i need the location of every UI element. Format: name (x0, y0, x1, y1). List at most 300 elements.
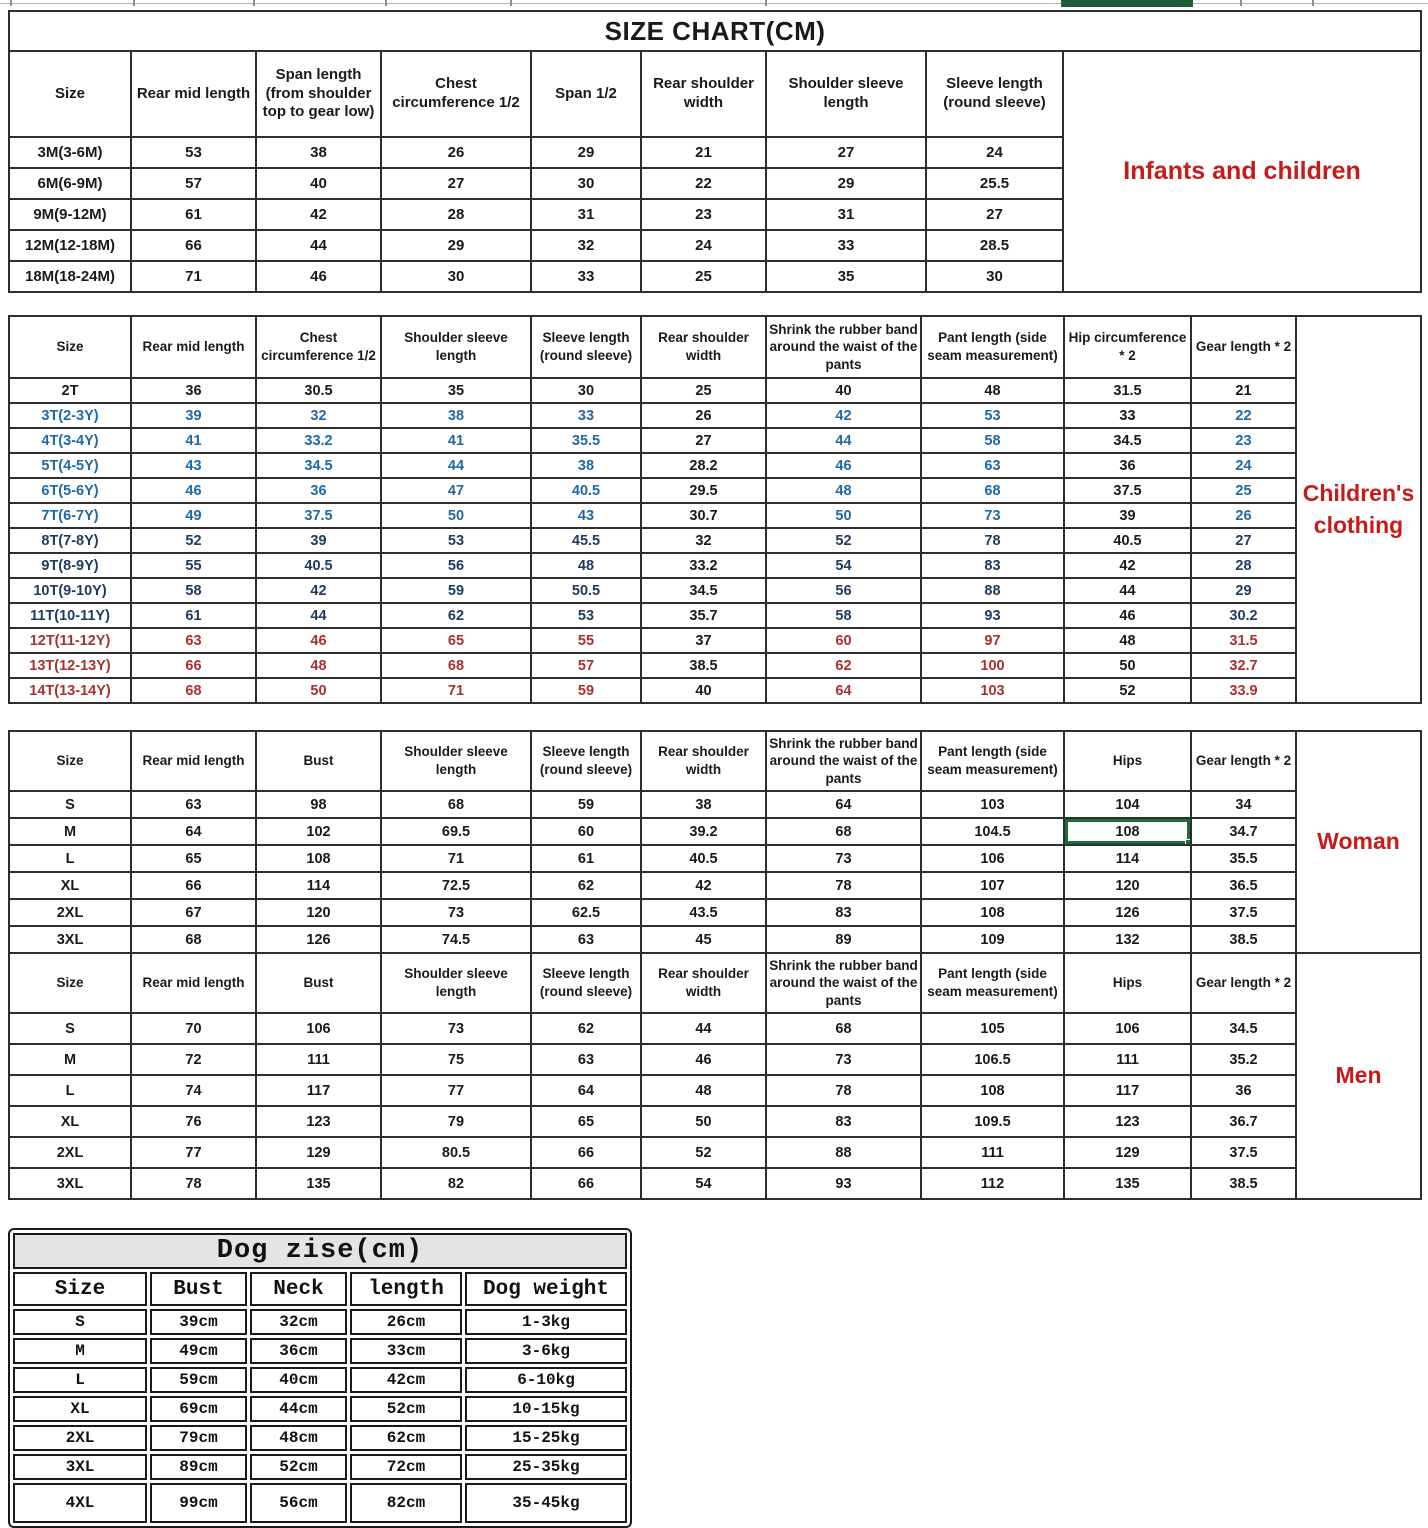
data-cell: 44 (256, 230, 381, 261)
data-cell: 114 (1064, 845, 1191, 872)
data-cell: 36 (1064, 453, 1191, 478)
data-cell: 29 (766, 168, 926, 199)
data-cell: 82cm (350, 1483, 462, 1523)
data-cell: 27 (766, 137, 926, 168)
table-row (9, 926, 1421, 953)
group-label: Infants and children (1063, 51, 1421, 292)
table-row (13, 1309, 627, 1335)
column-tick (765, 0, 767, 6)
header-row (9, 953, 1421, 1013)
table-row (9, 1137, 1421, 1168)
data-cell: 18M(18-24M) (9, 261, 131, 292)
column-tick (253, 0, 255, 6)
data-cell: 68 (921, 478, 1064, 503)
data-cell: 46 (131, 478, 256, 503)
data-cell: 52cm (350, 1396, 462, 1422)
adult-size-table (8, 730, 1422, 1200)
data-cell: 42cm (350, 1367, 462, 1393)
data-cell: 39cm (150, 1309, 247, 1335)
data-cell: 40.5 (256, 553, 381, 578)
data-cell: 117 (256, 1075, 381, 1106)
data-cell: 33 (766, 230, 926, 261)
data-cell: 39 (256, 528, 381, 553)
data-cell: 32 (256, 403, 381, 428)
data-cell: 30 (926, 261, 1063, 292)
data-cell: 106 (921, 845, 1064, 872)
size-chart-title: SIZE CHART(CM) (9, 11, 1421, 51)
data-cell: 6T(5-6Y) (9, 478, 131, 503)
data-cell: 48 (766, 478, 921, 503)
data-cell: 6M(6-9M) (9, 168, 131, 199)
data-cell: 4T(3-4Y) (9, 428, 131, 453)
data-cell: 52 (766, 528, 921, 553)
data-cell: 112 (921, 1168, 1064, 1199)
table-row (13, 1483, 627, 1523)
header-cell: length (350, 1272, 462, 1306)
data-cell: 53 (921, 403, 1064, 428)
data-cell: 24 (641, 230, 766, 261)
data-cell: 33cm (350, 1338, 462, 1364)
data-cell: 68 (381, 791, 531, 818)
data-cell: 82 (381, 1168, 531, 1199)
data-cell: L (9, 1075, 131, 1106)
data-cell: 66 (131, 230, 256, 261)
data-cell: 39 (131, 403, 256, 428)
data-cell: 74 (131, 1075, 256, 1106)
data-cell: 2XL (9, 1137, 131, 1168)
data-cell: 57 (531, 653, 641, 678)
data-cell: 35 (381, 378, 531, 403)
data-cell: 48cm (250, 1425, 347, 1451)
header-cell: Rear shoulder width (641, 51, 766, 137)
table-row (9, 1013, 1421, 1044)
data-cell: 72 (131, 1044, 256, 1075)
children-size-table (8, 315, 1422, 704)
header-cell: Shoulder sleeve length (381, 953, 531, 1013)
data-cell: 66 (131, 872, 256, 899)
header-cell: Size (9, 731, 131, 791)
data-cell: 32 (531, 230, 641, 261)
header-cell: Gear length * 2 (1191, 731, 1296, 791)
data-cell: S (9, 791, 131, 818)
data-cell: 36cm (250, 1338, 347, 1364)
header-cell: Sleeve length (round sleeve) (531, 316, 641, 378)
data-cell: 37.5 (1191, 899, 1296, 926)
header-cell: Gear length * 2 (1191, 953, 1296, 1013)
data-cell: 73 (381, 1013, 531, 1044)
data-cell: 73 (766, 1044, 921, 1075)
data-cell: 114 (256, 872, 381, 899)
table-row (9, 1075, 1421, 1106)
data-cell: 29.5 (641, 478, 766, 503)
data-cell: 126 (1064, 899, 1191, 926)
data-cell: 3XL (9, 926, 131, 953)
data-cell: 13T(12-13Y) (9, 653, 131, 678)
data-cell: 39.2 (641, 818, 766, 845)
data-cell: 39 (1064, 503, 1191, 528)
data-cell: 59 (381, 578, 531, 603)
data-cell: 50 (641, 1106, 766, 1137)
data-cell: 37.5 (1064, 478, 1191, 503)
header-row (13, 1272, 627, 1306)
data-cell: 42 (256, 199, 381, 230)
data-cell: 78 (766, 872, 921, 899)
data-cell: 72.5 (381, 872, 531, 899)
data-cell: 35 (766, 261, 926, 292)
table-row (9, 872, 1421, 899)
data-cell: 44 (256, 603, 381, 628)
header-cell: Pant length (side seam measurement) (921, 316, 1064, 378)
data-cell: 62 (766, 653, 921, 678)
data-cell: 62 (381, 603, 531, 628)
table-row (9, 653, 1421, 678)
data-cell: 1-3kg (465, 1309, 627, 1335)
data-cell: 40.5 (1064, 528, 1191, 553)
data-cell: 63 (531, 1044, 641, 1075)
data-cell: 30.7 (641, 503, 766, 528)
data-cell: 108 (256, 845, 381, 872)
data-cell: 46 (256, 628, 381, 653)
column-tick (1312, 0, 1314, 6)
data-cell: 24 (1191, 453, 1296, 478)
data-cell: 41 (381, 428, 531, 453)
data-cell: XL (13, 1396, 147, 1422)
data-cell: 38 (531, 453, 641, 478)
data-cell: 36.5 (1191, 872, 1296, 899)
data-cell: 26 (381, 137, 531, 168)
data-cell: 46 (766, 453, 921, 478)
data-cell: 79 (381, 1106, 531, 1137)
data-cell: 34.5 (256, 453, 381, 478)
data-cell: 34.5 (1191, 1013, 1296, 1044)
header-cell: Pant length (side seam measurement) (921, 731, 1064, 791)
table-row (9, 845, 1421, 872)
data-cell: 68 (766, 818, 921, 845)
dog-size-table (8, 1228, 632, 1528)
data-cell: 54 (766, 553, 921, 578)
data-cell: 58 (921, 428, 1064, 453)
data-cell: 45.5 (531, 528, 641, 553)
data-cell: 129 (1064, 1137, 1191, 1168)
data-cell: 10T(9-10Y) (9, 578, 131, 603)
header-cell: Span length (from shoulder top to gear low) (256, 51, 381, 137)
data-cell: 31 (531, 199, 641, 230)
group-label: Children's clothing (1296, 316, 1421, 703)
data-cell: 27 (926, 199, 1063, 230)
title-row (13, 1233, 627, 1269)
data-cell: 48 (921, 378, 1064, 403)
table-row (9, 678, 1421, 703)
data-cell: 111 (256, 1044, 381, 1075)
data-cell: 52 (131, 528, 256, 553)
header-cell: Size (9, 316, 131, 378)
data-cell: 56cm (250, 1483, 347, 1523)
data-cell: 46 (256, 261, 381, 292)
header-cell: Chest circumference 1/2 (256, 316, 381, 378)
data-cell: 50 (256, 678, 381, 703)
data-cell: 64 (531, 1075, 641, 1106)
data-cell: 68 (766, 1013, 921, 1044)
data-cell: 36 (256, 478, 381, 503)
header-cell: Size (13, 1272, 147, 1306)
data-cell: 43 (531, 503, 641, 528)
data-cell: 88 (921, 578, 1064, 603)
data-cell: 107 (921, 872, 1064, 899)
data-cell: 25 (1191, 478, 1296, 503)
data-cell: 72cm (350, 1454, 462, 1480)
header-cell: Hips (1064, 731, 1191, 791)
data-cell: 62 (531, 1013, 641, 1044)
data-cell: 83 (766, 1106, 921, 1137)
data-cell: 37.5 (256, 503, 381, 528)
data-cell: 27 (641, 428, 766, 453)
data-cell: 68 (131, 678, 256, 703)
header-cell: Hips (1064, 953, 1191, 1013)
data-cell: 30 (531, 168, 641, 199)
data-cell: 93 (766, 1168, 921, 1199)
data-cell: 49 (131, 503, 256, 528)
data-cell: S (9, 1013, 131, 1044)
data-cell: 33.2 (641, 553, 766, 578)
data-cell: 67 (131, 899, 256, 926)
data-cell: 89 (766, 926, 921, 953)
header-cell: Shrink the rubber band around the waist of the pants (766, 316, 921, 378)
data-cell: 10-15kg (465, 1396, 627, 1422)
dog-table-title: Dog zise(cm) (13, 1233, 627, 1269)
title-row (9, 11, 1421, 51)
data-cell: 50 (381, 503, 531, 528)
data-cell: S (13, 1309, 147, 1335)
data-cell: 62.5 (531, 899, 641, 926)
column-tick (1240, 0, 1242, 6)
data-cell: 12M(12-18M) (9, 230, 131, 261)
data-cell: 55 (131, 553, 256, 578)
data-cell: 3XL (9, 1168, 131, 1199)
data-cell: 43 (131, 453, 256, 478)
data-cell: 58 (766, 603, 921, 628)
data-cell: 12T(11-12Y) (9, 628, 131, 653)
data-cell: 38.5 (1191, 1168, 1296, 1199)
data-cell: 7T(6-7Y) (9, 503, 131, 528)
data-cell: 126 (256, 926, 381, 953)
header-cell: Neck (250, 1272, 347, 1306)
header-cell: Shrink the rubber band around the waist of the pants (766, 731, 921, 791)
data-cell: 42 (641, 872, 766, 899)
data-cell: 34.5 (641, 578, 766, 603)
data-cell: 9M(9-12M) (9, 199, 131, 230)
data-cell: 48 (1064, 628, 1191, 653)
data-cell: 123 (256, 1106, 381, 1137)
data-cell: 104 (1064, 791, 1191, 818)
data-cell: 40.5 (531, 478, 641, 503)
data-cell: 71 (381, 678, 531, 703)
data-cell: 73 (921, 503, 1064, 528)
header-cell: Dog weight (465, 1272, 627, 1306)
header-cell: Rear shoulder width (641, 953, 766, 1013)
data-cell: 6-10kg (465, 1367, 627, 1393)
table-row (9, 1044, 1421, 1075)
data-cell: 109 (921, 926, 1064, 953)
data-cell: 66 (131, 653, 256, 678)
data-cell: 63 (531, 926, 641, 953)
data-cell: 42 (766, 403, 921, 428)
data-cell: 103 (921, 678, 1064, 703)
data-cell: 79cm (150, 1425, 247, 1451)
data-cell: 61 (131, 199, 256, 230)
table-row (9, 603, 1421, 628)
data-cell: 28 (1191, 553, 1296, 578)
data-cell: 106 (256, 1013, 381, 1044)
data-cell: 77 (131, 1137, 256, 1168)
data-cell: 65 (381, 628, 531, 653)
data-cell: 28.2 (641, 453, 766, 478)
header-cell: Bust (150, 1272, 247, 1306)
data-cell: XL (9, 1106, 131, 1137)
data-cell: 44cm (250, 1396, 347, 1422)
data-cell: 78 (921, 528, 1064, 553)
data-cell: 26 (641, 403, 766, 428)
data-cell: 42 (1064, 553, 1191, 578)
table-row (9, 528, 1421, 553)
data-cell: 68 (131, 926, 256, 953)
data-cell: 65 (131, 845, 256, 872)
data-cell: 50.5 (531, 578, 641, 603)
table-row (9, 453, 1421, 478)
data-cell: 36 (1191, 1075, 1296, 1106)
data-cell: 55 (531, 628, 641, 653)
column-tick (10, 0, 12, 6)
data-cell: 64 (766, 791, 921, 818)
data-cell: 33 (531, 261, 641, 292)
data-cell: 2T (9, 378, 131, 403)
data-cell: 25 (641, 261, 766, 292)
data-cell: L (13, 1367, 147, 1393)
header-cell: Bust (256, 953, 381, 1013)
data-cell: L (9, 845, 131, 872)
data-cell: 38.5 (641, 653, 766, 678)
data-cell: 22 (641, 168, 766, 199)
data-cell: 3T(2-3Y) (9, 403, 131, 428)
data-cell: 28.5 (926, 230, 1063, 261)
data-cell: 43.5 (641, 899, 766, 926)
data-cell: 68 (381, 653, 531, 678)
data-cell: 33 (531, 403, 641, 428)
data-cell: 2XL (13, 1425, 147, 1451)
data-cell: 135 (256, 1168, 381, 1199)
gridline (0, 3, 1428, 4)
data-cell: 37 (641, 628, 766, 653)
data-cell: 14T(13-14Y) (9, 678, 131, 703)
data-cell: 41 (131, 428, 256, 453)
data-cell: 40.5 (641, 845, 766, 872)
data-cell: 3-6kg (465, 1338, 627, 1364)
data-cell: 28 (381, 199, 531, 230)
data-cell: 56 (381, 553, 531, 578)
data-cell: 64 (766, 678, 921, 703)
data-cell: 36 (131, 378, 256, 403)
data-cell: 75 (381, 1044, 531, 1075)
data-cell: 35.5 (1191, 845, 1296, 872)
data-cell: 52 (641, 1137, 766, 1168)
data-cell: 66 (531, 1168, 641, 1199)
data-cell: 108 (921, 1075, 1064, 1106)
table-row (9, 1106, 1421, 1137)
data-cell: 83 (766, 899, 921, 926)
header-cell: Hip circumference * 2 (1064, 316, 1191, 378)
header-row (9, 51, 1421, 137)
data-cell: 59 (531, 791, 641, 818)
data-cell: 44 (641, 1013, 766, 1044)
data-cell: 38 (256, 137, 381, 168)
data-cell: 23 (1191, 428, 1296, 453)
data-cell: 98 (256, 791, 381, 818)
column-tick (133, 0, 135, 6)
data-cell: 99cm (150, 1483, 247, 1523)
data-cell: 54 (641, 1168, 766, 1199)
data-cell: 129 (256, 1137, 381, 1168)
data-cell: 132 (1064, 926, 1191, 953)
table-row (9, 428, 1421, 453)
header-cell: Pant length (side seam measurement) (921, 953, 1064, 1013)
data-cell: 34 (1191, 791, 1296, 818)
data-cell: 69cm (150, 1396, 247, 1422)
gridline-strip (0, 0, 1428, 10)
table-row (9, 553, 1421, 578)
data-cell: M (9, 1044, 131, 1075)
data-cell: 8T(7-8Y) (9, 528, 131, 553)
data-cell: 4XL (13, 1483, 147, 1523)
header-cell: Size (9, 51, 131, 137)
data-cell: 80.5 (381, 1137, 531, 1168)
data-cell: 111 (921, 1137, 1064, 1168)
data-cell: 21 (1191, 378, 1296, 403)
header-cell: Sleeve length (round sleeve) (531, 953, 641, 1013)
data-cell: 25-35kg (465, 1454, 627, 1480)
selected-cell: 108 (1064, 818, 1191, 845)
data-cell: 77 (381, 1075, 531, 1106)
header-cell: Gear length * 2 (1191, 316, 1296, 378)
table-row (13, 1454, 627, 1480)
data-cell: 106.5 (921, 1044, 1064, 1075)
group-label: Men (1296, 953, 1421, 1199)
data-cell: 76 (131, 1106, 256, 1137)
data-cell: 33.9 (1191, 678, 1296, 703)
data-cell: 25.5 (926, 168, 1063, 199)
selection-green-bar (1061, 0, 1193, 7)
data-cell: 30.5 (256, 378, 381, 403)
data-cell: 65 (531, 1106, 641, 1137)
data-cell: 111 (1064, 1044, 1191, 1075)
data-cell: 59 (531, 678, 641, 703)
table-row (13, 1367, 627, 1393)
infants-size-table (8, 10, 1422, 293)
table-row (9, 478, 1421, 503)
header-cell: Size (9, 953, 131, 1013)
header-cell: Shoulder sleeve length (381, 316, 531, 378)
data-cell: 44 (381, 453, 531, 478)
table-row (13, 1425, 627, 1451)
data-cell: 24 (926, 137, 1063, 168)
data-cell: 31.5 (1064, 378, 1191, 403)
data-cell: 70 (131, 1013, 256, 1044)
data-cell: 35.5 (531, 428, 641, 453)
data-cell: 46 (1064, 603, 1191, 628)
data-cell: 29 (1191, 578, 1296, 603)
header-cell: Sleeve length (round sleeve) (531, 731, 641, 791)
data-cell: 52cm (250, 1454, 347, 1480)
column-tick (510, 0, 512, 6)
data-cell: 40 (256, 168, 381, 199)
